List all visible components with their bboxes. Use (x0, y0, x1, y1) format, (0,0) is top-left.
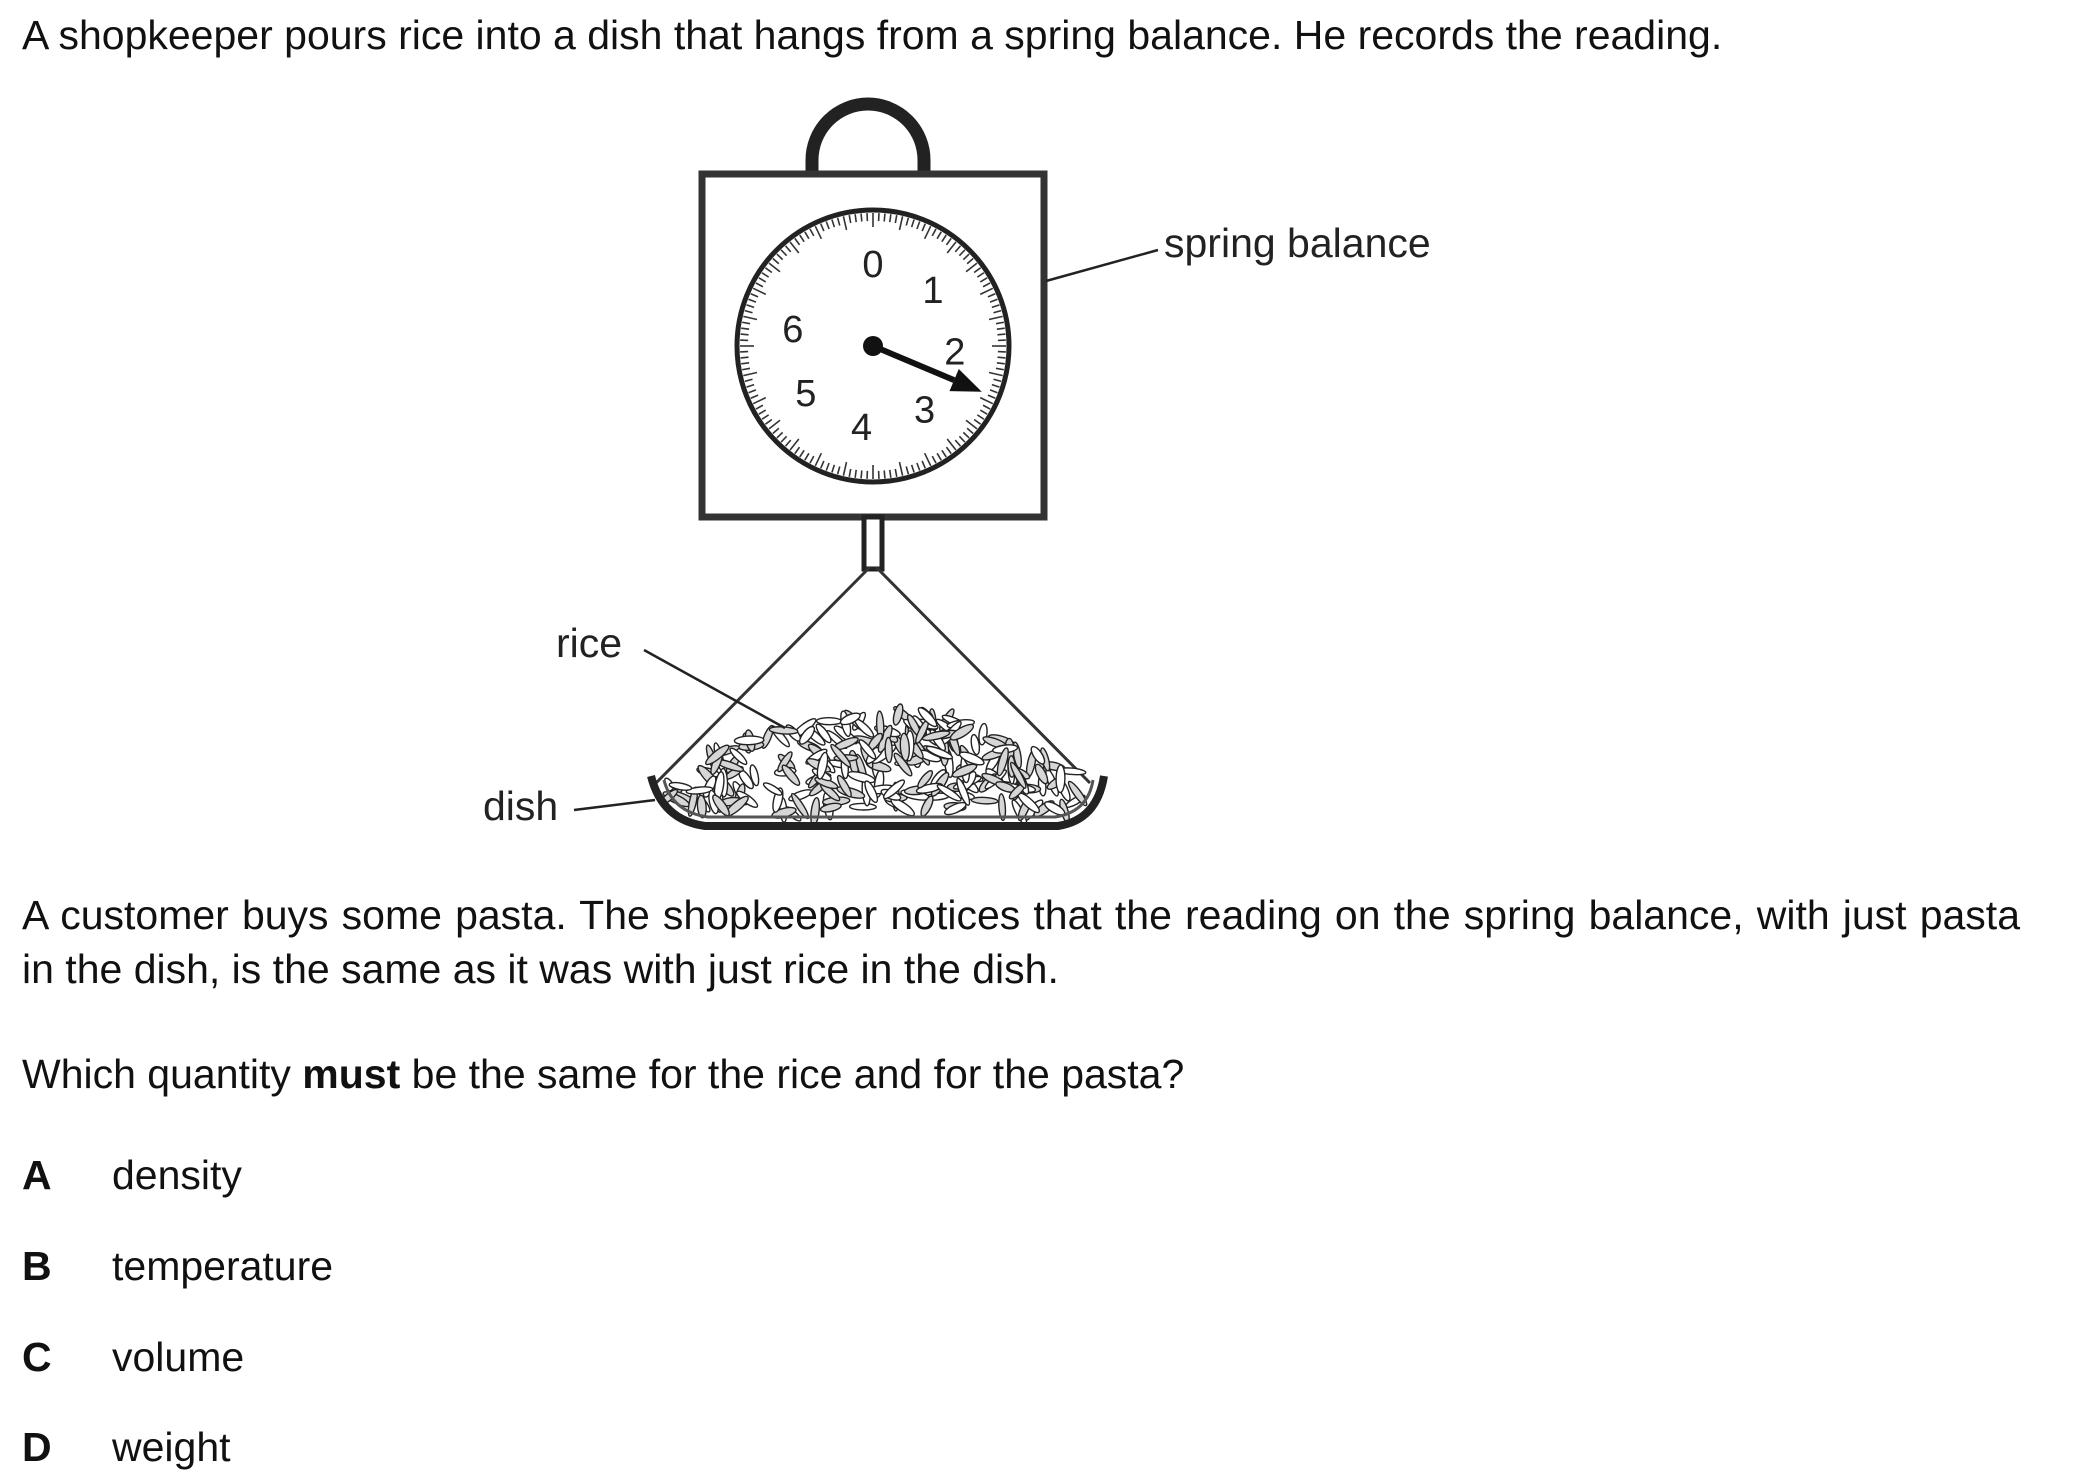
rice-grain (817, 717, 842, 724)
question-text: Which quantity must be the same for the rice and for the pasta? (22, 1051, 1185, 1097)
dial-numeral: 6 (782, 308, 804, 351)
dial-numeral: 2 (944, 331, 966, 374)
rice-grain (850, 803, 877, 810)
option-letter: C (22, 1334, 52, 1380)
dial-tick (741, 363, 749, 364)
dial-tick (741, 357, 749, 358)
rice-pile (658, 703, 1089, 826)
dish-label: dish (483, 783, 559, 829)
rice-grain (1056, 765, 1065, 793)
dial-tick (861, 214, 862, 222)
intro-text: A shopkeeper pours rice into a dish that hangs from a spring balance. He records the reading. (22, 12, 1723, 58)
dial-tick (884, 470, 885, 478)
dial-numeral: 0 (862, 244, 884, 286)
dial-numeral: 4 (851, 407, 873, 450)
option-b[interactable] (22, 1237, 333, 1295)
balance-hook (864, 517, 882, 569)
rice-grain (971, 797, 998, 805)
rice-label: rice (556, 620, 623, 666)
dial-tick (741, 328, 749, 329)
option-letter: B (22, 1243, 52, 1289)
rice-grain (892, 703, 905, 726)
question-emphasis: must (302, 1051, 401, 1097)
spring-balance-leader (1046, 250, 1158, 281)
option-text: weight (112, 1424, 231, 1470)
option-a[interactable] (22, 1146, 242, 1204)
dial-tick (884, 214, 885, 222)
dial-tick (997, 334, 1005, 335)
rice-grain (734, 736, 764, 746)
dial-tick (997, 357, 1005, 358)
rice-grain (810, 797, 821, 826)
option-text: temperature (112, 1243, 334, 1289)
hanger-ring (812, 104, 924, 174)
dial-tick (741, 334, 749, 335)
option-text: density (112, 1152, 242, 1198)
rice-leader (644, 650, 785, 728)
dial-tick (997, 363, 1005, 364)
dial-tick (890, 470, 891, 478)
option-letter: A (22, 1152, 52, 1198)
spring-balance-label: spring balance (1164, 220, 1431, 266)
option-text: volume (112, 1334, 245, 1380)
dial-tick (890, 214, 891, 222)
dial-tick (855, 470, 856, 478)
dial-numeral: 1 (922, 270, 944, 313)
dial-center (863, 336, 883, 356)
option-c[interactable] (22, 1328, 244, 1386)
option-letter: D (22, 1424, 52, 1470)
rice-grain (885, 737, 893, 762)
dial-tick (861, 470, 862, 478)
option-d[interactable] (22, 1418, 231, 1476)
dish-leader (574, 800, 655, 810)
dial-numeral: 3 (914, 389, 936, 432)
dial-tick (997, 328, 1005, 329)
dial-numeral: 5 (795, 373, 817, 416)
dial-tick (855, 214, 856, 222)
scenario-paragraph: A customer buys some pasta. The shopkeeper notices that the reading on the spring balance, with just pasta in the dish, is the same as it was with just rice in the dish. (22, 892, 2020, 992)
